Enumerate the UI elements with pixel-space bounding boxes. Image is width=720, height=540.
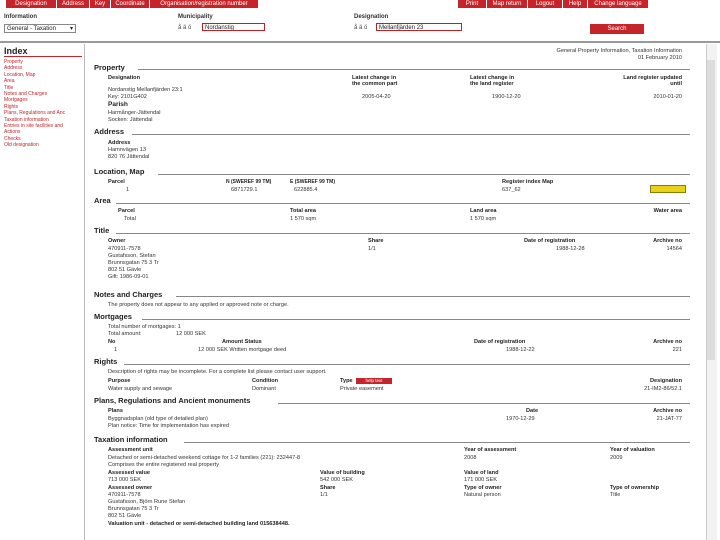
tax-col-ownership-type: Type of ownership	[610, 485, 659, 491]
section-plans: Plans, Regulations and Ancient monuments	[94, 396, 251, 405]
rights-designation: 21-IM2-86/52.1	[644, 386, 682, 392]
title-share: 1/1	[368, 246, 376, 252]
mortgage-col-date: Date of registration	[474, 339, 526, 345]
tax-col-share: Share	[320, 485, 336, 491]
rights-purpose: Water supply and sewage	[108, 386, 173, 392]
sidebar-item-checks[interactable]: Checks	[4, 135, 21, 142]
rights-note: Description of rights may be incomplete. For a complete list please contact user support.	[108, 369, 327, 375]
common-change-date: 2005-04-20	[362, 94, 391, 100]
tax-valuation-unit: Valuation unit - detached or semi-detached building land 015638448.	[108, 521, 290, 527]
section-rule	[116, 233, 690, 234]
section-property: Property	[94, 63, 125, 72]
mortgage-date: 1988-12-22	[506, 347, 535, 353]
sidebar-item-notes[interactable]: Notes and Charges	[4, 91, 48, 98]
col-parcel: Parcel	[108, 179, 125, 185]
plan-archive: 21-JAT-77	[656, 416, 682, 422]
owner-gift: Gift: 1986-09-01	[108, 274, 149, 280]
sidebar-item-area[interactable]: Area	[4, 78, 15, 85]
tax-unit-note: Comprises the entire registered real property	[108, 462, 219, 468]
sidebar-item-location[interactable]: Location, Map	[4, 71, 36, 78]
designation-label: Designation	[354, 14, 389, 20]
section-notes: Notes and Charges	[94, 290, 163, 299]
register-map: 637_62	[502, 187, 521, 193]
nav-print[interactable]: Print	[458, 0, 487, 8]
sidebar-item-mortgages[interactable]: Mortgages	[4, 97, 28, 104]
mortgage-total-amount: 12 000 SEK	[176, 331, 206, 337]
section-location: Location, Map	[94, 167, 145, 176]
header-date: 01 February 2010	[637, 55, 682, 61]
tax-owner-name: Gustafsson, Björn Rune Stefan	[108, 499, 186, 505]
mortgage-col-archive: Archive no	[653, 339, 682, 345]
nav-organisation-number[interactable]: Organisation/registration number	[150, 0, 259, 8]
tax-col-land-value: Value of land	[464, 470, 499, 476]
parish-label: Parish	[108, 101, 128, 108]
area-col-parcel: Parcel	[118, 208, 135, 214]
tax-col-year-valuation: Year of valuation	[610, 447, 655, 453]
nav-key[interactable]: Key	[90, 0, 111, 8]
parish-socken: Socken: Jättendal	[108, 117, 153, 123]
mortgage-no: 1	[114, 347, 118, 353]
municipality-label: Municipality	[178, 14, 213, 20]
tax-year-assessment: 2008	[464, 455, 477, 461]
col-north: N (SWEREF 99 TM)	[226, 179, 272, 185]
sidebar-index	[4, 46, 82, 149]
information-select[interactable]	[4, 24, 76, 33]
col-register-map: Register index Map	[502, 179, 554, 185]
property-key: Key: 2101G402	[108, 94, 147, 100]
tax-owner-street: Brunnsgatan 75 3 Tr	[108, 506, 159, 512]
area-col-land: Land area	[470, 208, 497, 214]
land-change-date: 1900-12-20	[492, 94, 521, 100]
title-col-owner: Owner	[108, 238, 126, 244]
municipality-charset[interactable]: å ä ö	[178, 25, 192, 31]
tax-building-value: 542 000 SEK	[320, 477, 353, 483]
tax-owner-city: 802 51 Gävle	[108, 513, 142, 519]
rights-col-purpose: Purpose	[108, 378, 131, 384]
section-rule	[176, 296, 690, 297]
section-rule	[124, 364, 690, 365]
nav-logout[interactable]: Logout	[528, 0, 563, 8]
title-archive: 14564	[666, 246, 682, 252]
section-rule	[158, 174, 690, 175]
plans-col-archive: Archive no	[653, 408, 682, 414]
index-title: Index	[4, 46, 82, 57]
information-select-value: General - Taxation	[7, 26, 56, 32]
col-east: E (SWEREF 99 TM)	[290, 179, 336, 185]
col-register-updated: Land register updated until	[623, 75, 682, 87]
section-address: Address	[94, 127, 125, 136]
title-date: 1988-12-28	[556, 246, 585, 252]
plan-date: 1970-12-29	[506, 416, 535, 422]
mortgage-col-no: No	[108, 339, 116, 345]
tax-owner-id: 470911-7578	[108, 492, 141, 498]
section-rule	[138, 69, 690, 70]
mortgage-count: Total number of mortgages: 1	[108, 324, 181, 330]
sidebar-item-taxation[interactable]: Taxation information	[4, 116, 49, 123]
tax-land-value: 171 000 SEK	[464, 477, 497, 483]
area-land: 1 570 sqm	[470, 216, 497, 222]
sidebar-item-address[interactable]: Address	[4, 65, 23, 72]
section-taxation: Taxation information	[94, 435, 168, 444]
tax-col-assessed-owner: Assessed owner	[108, 485, 153, 491]
mortgage-col-amount: Amount Status	[222, 339, 262, 345]
plans-col-plans: Plans	[108, 408, 123, 414]
sidebar-item-plans[interactable]: Plans, Regulations and Anc	[4, 110, 66, 117]
plans-col-date: Date	[526, 408, 539, 414]
top-navigation	[0, 0, 720, 10]
area-col-water: Water area	[653, 208, 682, 214]
area-total: 1 570 sqm	[290, 216, 317, 222]
nav-address[interactable]: Address	[57, 0, 90, 8]
title-col-date: Date of registration	[524, 238, 576, 244]
rights-col-designation: Designation	[649, 378, 682, 384]
section-area: Area	[94, 196, 111, 205]
tax-col-unit: Assessment unit	[108, 447, 153, 453]
designation-charset[interactable]: å ä ö	[354, 25, 368, 31]
tax-assessed-value: 713 000 SEK	[108, 477, 141, 483]
tax-col-building-value: Value of building	[320, 470, 365, 476]
tax-owner-type: Natural person	[464, 492, 501, 498]
nav-change-language[interactable]: Change language	[588, 0, 649, 8]
nav-help[interactable]: Help	[563, 0, 588, 8]
tax-unit: Detached or semi-detached weekend cottage for 1-2 families (221): 232447-8	[108, 455, 301, 461]
area-col-total: Total area	[290, 208, 317, 214]
rights-type-help-button[interactable]: help text	[356, 378, 392, 384]
information-label: Information	[4, 14, 37, 20]
sidebar-item-rights[interactable]: Rights	[4, 103, 19, 110]
plan-notice: Plan notice: Time for implementation has expired	[108, 423, 229, 429]
owner-name: Gustafsson, Stefan	[108, 253, 156, 259]
north-coordinate: 6871729.1	[231, 187, 258, 193]
owner-id: 470911-7578	[108, 246, 141, 252]
sidebar-item-old-designation[interactable]: Old designation	[4, 142, 39, 149]
tax-col-owner-type: Type of owner	[464, 485, 502, 491]
section-rule	[142, 319, 690, 320]
title-col-share: Share	[368, 238, 384, 244]
designation-input[interactable]: Mellanfjärden 23	[376, 23, 462, 31]
municipality-input[interactable]: Nordanstig	[202, 23, 265, 31]
sidebar-item-actions[interactable]: Actions	[4, 129, 21, 136]
east-coordinate: 622885.4	[294, 187, 318, 193]
address-label: Address	[108, 140, 131, 146]
rights-col-condition: Condition	[252, 378, 279, 384]
section-rule	[132, 134, 690, 135]
main-content	[94, 44, 690, 540]
sidebar-divider	[84, 44, 85, 540]
rights-condition: Dominant	[252, 386, 276, 392]
section-rule	[278, 403, 690, 404]
sidebar-item-site-facilities[interactable]: Entries in site facilities and	[4, 123, 63, 130]
mortgage-total-label: Total amount:	[108, 331, 142, 337]
register-updated-date: 2010-01-20	[653, 94, 682, 100]
address-line1: Hamnvägen 13	[108, 147, 146, 153]
notes-text: The property does not appear to any applied or approved note or charge.	[108, 302, 289, 308]
address-line2: 820 76 Jättendal	[108, 154, 150, 160]
tax-col-year-assessment: Year of assessment	[464, 447, 517, 453]
col-common-change: Latest change in the common part	[352, 75, 398, 87]
tax-year-valuation: 2009	[610, 455, 623, 461]
divider	[0, 41, 720, 43]
area-row-label: Total	[124, 216, 136, 222]
tax-col-assessed-value: Assessed value	[108, 470, 150, 476]
parish-name: Harmånger-Jättendal	[108, 110, 161, 116]
rights-type: Private easement	[340, 386, 384, 392]
tax-share: 1/1	[320, 492, 328, 498]
owner-city: 802 51 Gävle	[108, 267, 142, 273]
col-land-change: Latest change in the land register	[470, 75, 515, 87]
nav-designation[interactable]: Designation	[6, 0, 57, 8]
nav-map-return[interactable]: Map return	[487, 0, 528, 8]
mortgage-archive: 221	[672, 347, 682, 353]
section-title: Title	[94, 226, 110, 235]
col-designation: Designation	[108, 75, 141, 81]
nav-coordinate[interactable]: Coordinate	[111, 0, 150, 8]
tax-ownership-type: Title	[610, 492, 621, 498]
title-col-archive: Archive no	[653, 238, 682, 244]
rights-col-type: Type	[340, 378, 353, 384]
chevron-down-icon: ▾	[69, 26, 73, 32]
header-line1: General Property Information, Taxation Information	[556, 48, 682, 54]
owner-street: Brunnsgatan 75 3 Tr	[108, 260, 159, 266]
map-link-icon[interactable]	[650, 185, 686, 193]
plan-type: Byggnadsplan (old type of detailed plan)	[108, 416, 208, 422]
property-designation: Nordanstig Mellanfjärden 23:1	[108, 87, 183, 93]
scrollbar-thumb[interactable]	[707, 60, 715, 360]
mortgage-amount-status: 12 000 SEK Written mortgage deed	[198, 347, 287, 353]
section-rule	[184, 442, 690, 443]
section-rule	[116, 203, 690, 204]
parcel-number: 1	[126, 187, 130, 193]
sidebar-item-property[interactable]: Property	[4, 59, 23, 65]
section-mortgages: Mortgages	[94, 312, 132, 321]
search-button[interactable]: Search	[590, 24, 644, 34]
section-rights: Rights	[94, 357, 118, 366]
sidebar-item-title[interactable]: Title	[4, 84, 14, 91]
